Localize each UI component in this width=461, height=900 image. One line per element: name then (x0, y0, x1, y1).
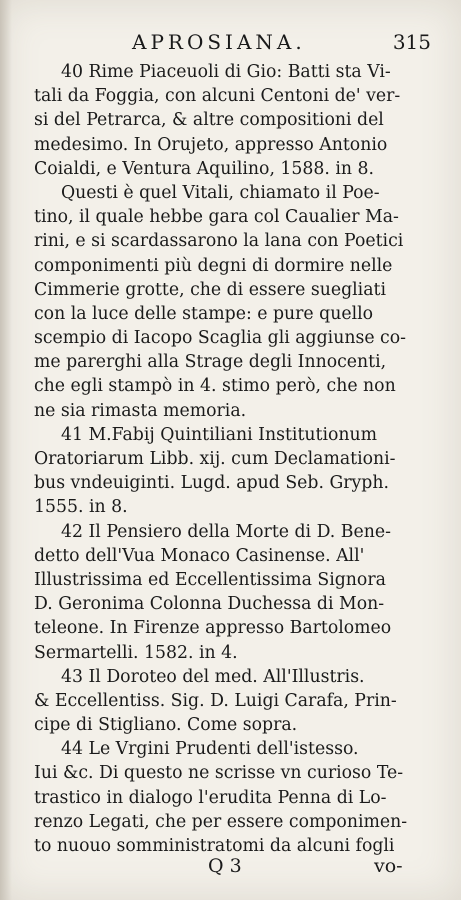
text-line: Coialdi, e Ventura Aquilino, 1588. in 8. (34, 158, 375, 179)
text-line: tino, il quale hebbe gara col Caualier Ma- (34, 207, 399, 228)
text-line: 42 Il Pensiero della Morte di D. Bene- (61, 521, 391, 542)
text-line: D. Geronima Colonna Duchessa di Mon- (34, 594, 385, 615)
text-line: to nuouo somministratomi da alcuni fogli (34, 836, 395, 856)
text-line: cipe di Stigliano. Come sopra. (34, 715, 298, 736)
page-body (34, 60, 438, 858)
page-number: 315 (392, 30, 431, 54)
text-line: Questi è quel Vitali, chiamato il Poe- (61, 182, 380, 203)
text-line: scempio di Iacopo Scaglia gli aggiunse co- (34, 328, 406, 349)
text-line: 44 Le Vrgini Prudenti dell'istesso. (61, 739, 359, 760)
text-line: 1555. in 8. (34, 497, 128, 518)
binding-gutter (0, 0, 12, 900)
text-line: Illustrissima ed Eccellentissima Signora (34, 569, 386, 590)
text-line: tali da Foggia, con alcuni Centoni de' ver- (34, 86, 401, 107)
text-line: con la luce delle stampe: e pure quello (34, 303, 374, 324)
text-line: teleone. In Firenze appresso Bartolomeo (34, 618, 392, 639)
text-line: renzo Legati, che per essere componimen- (34, 811, 408, 832)
text-line: che egli stampò in 4. stimo però, che non (34, 376, 396, 397)
signature-mark: Q 3 (208, 855, 242, 877)
text-line: si del Petrarca, & altre compositioni del (34, 110, 384, 131)
text-line: Iui &c. Di questo ne scrisse vn curioso Te- (34, 763, 404, 784)
text-line: detto dell'Vua Monaco Casinense. All' (34, 545, 365, 566)
text-line: rini, e si scardassarono la lana con Poetici (34, 231, 404, 252)
text-line: Cimmerie grotte, che di essere suegliati (34, 279, 386, 300)
page-footer (0, 855, 461, 883)
text-line: 41 M.Fabij Quintiliani Institutionum (61, 424, 378, 445)
text-line: componimenti più degni di dormire nelle (34, 255, 393, 276)
text-line: medesimo. In Orujeto, appresso Antonio (34, 134, 388, 155)
catchword: vo- (374, 855, 403, 877)
text-line: 43 Il Doroteo del med. All'Illustris. (61, 666, 365, 687)
text-line: Oratoriarum Libb. xij. cum Declamationi- (34, 449, 396, 469)
text-line: ne sia rimasta memoria. (34, 400, 247, 421)
text-line: & Eccellentiss. Sig. D. Luigi Carafa, Prin- (34, 690, 397, 711)
page-header (0, 30, 461, 60)
text-line: bus vndeuiginti. Lugd. apud Seb. Gryph. (34, 473, 389, 494)
text-line: Sermartelli. 1582. in 4. (34, 642, 238, 663)
running-title: APROSIANA. (132, 30, 306, 54)
text-line: me parerghi alla Strage degli Innocenti, (34, 352, 387, 373)
text-line: 40 Rime Piaceuoli di Gio: Batti sta Vi- (61, 62, 391, 82)
text-line: trastico in dialogo l'erudita Penna di Lo- (34, 787, 387, 808)
